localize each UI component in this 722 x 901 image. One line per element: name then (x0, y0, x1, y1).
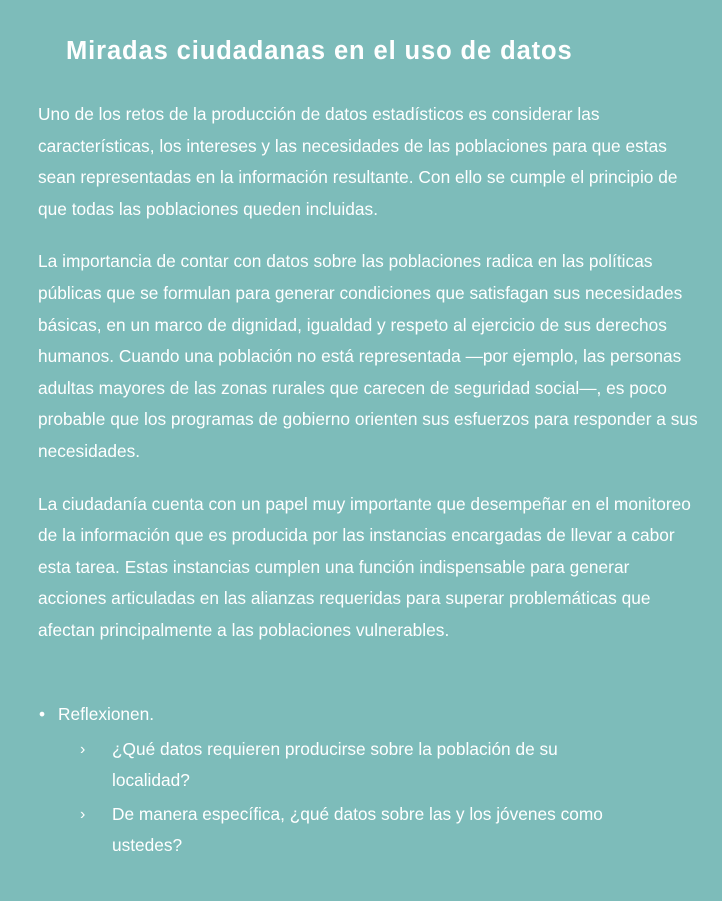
body-text-block (38, 99, 700, 647)
list-item (38, 799, 700, 862)
page-title: Miradas ciudadanas en el uso de datos (66, 37, 573, 65)
paragraph: Uno de los retos de la producción de datos estadísticos es considerar las características, los intereses y las necesidades de las poblaciones para que estas sean representadas en la información resultante. Con ello se cumple el principio de que todas las poblaciones queden incluidas. (38, 104, 678, 219)
activity-list (38, 699, 700, 862)
paragraph: La ciudadanía cuenta con un papel muy importante que desempeñar en el monitoreo de la información que es producida por las instancias encargadas de llevar a cabor esta tarea. Estas instancias cumplen una función indispensable para generar acciones articuladas en las alianzas requeridas para superar problemáticas que afectan principalmente a las poblaciones vulnerables. (38, 493, 691, 640)
paragraph: La importancia de contar con datos sobre las poblaciones radica en las políticas públicas que se formulan para generar condiciones que satisfagan sus necesidades básicas, en un marco de dignidad, igualdad y respeto al ejercicio de sus derechos humanos. Cuando una población no está representada —por ejemplo, las personas adultas mayores de las zonas rurales que carecen de seguridad social—, es poco probable que los programas de gobierno orienten sus esfuerzos para responder a sus necesidades. (38, 251, 698, 461)
list-item-label: Reflexionen. (58, 704, 155, 724)
list-item-label: ¿Qué datos requieren producirse sobre la población de su localidad? (112, 738, 558, 791)
chevron-right-icon: › (80, 740, 86, 758)
list-item-label: De manera específica, ¿qué datos sobre las y los jóvenes como ustedes? (112, 803, 603, 856)
chevron-right-icon: › (80, 805, 86, 823)
activity-sublist (38, 734, 700, 862)
list-item (38, 699, 700, 731)
list-item (38, 734, 700, 797)
bullet-dot-icon: • (39, 704, 46, 724)
